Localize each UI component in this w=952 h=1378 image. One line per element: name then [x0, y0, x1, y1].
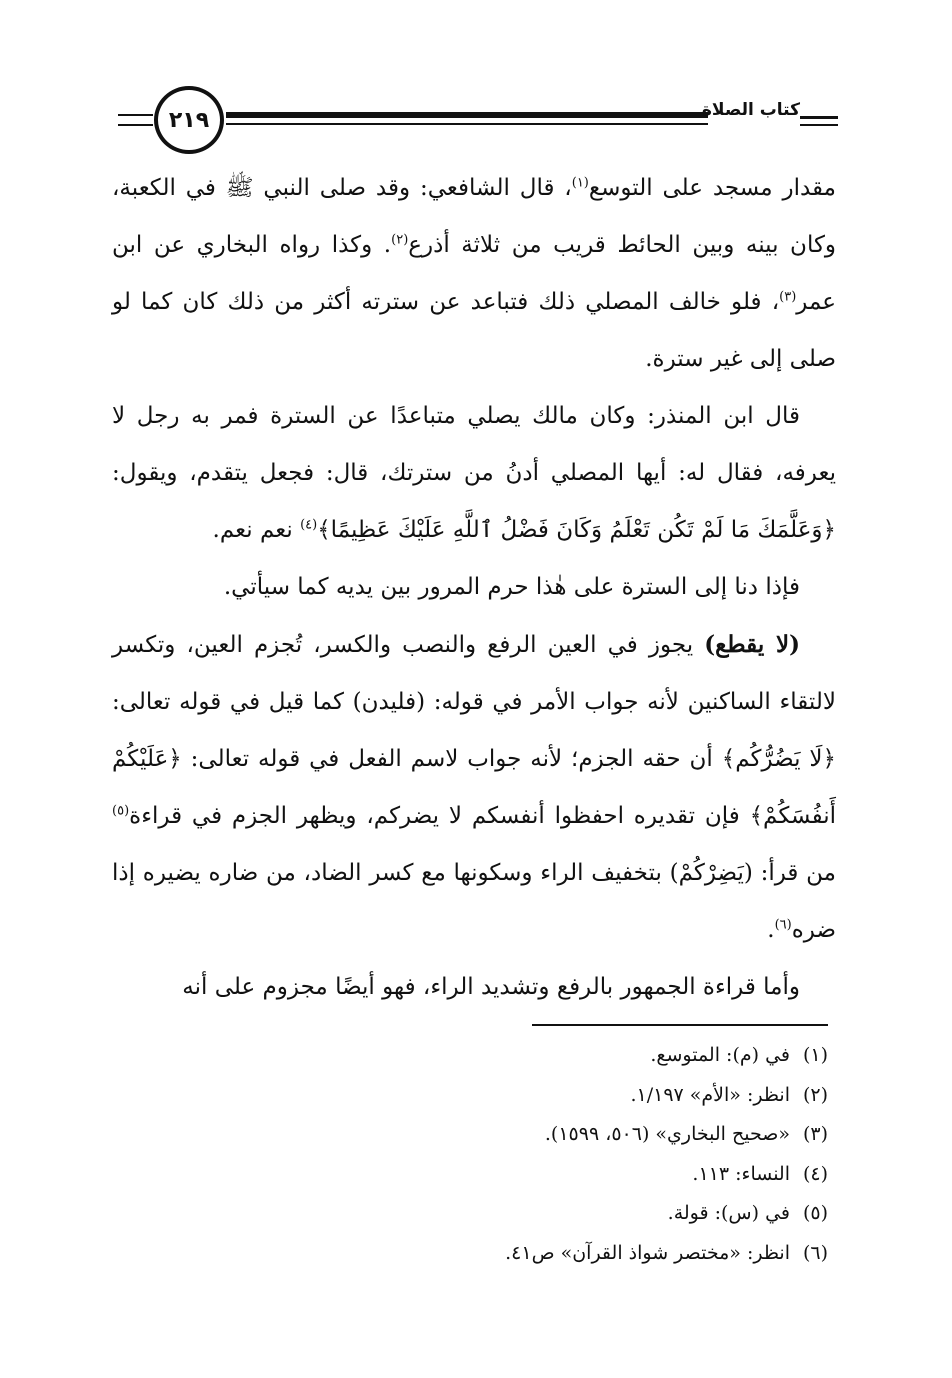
footnote-number: (٦) [802, 1241, 828, 1264]
footnote-ref: (٥) [112, 803, 130, 819]
text-run: يجوز في العين الرفع والنصب والكسر، تُجزم العين، وتكسر لالتقاء الساكنين لأنه جواب الأمر في قوله: (فليدن) كما قيل في قوله تعالى: [112, 632, 836, 715]
header-rule-thick [226, 112, 708, 118]
paragraph-3: فإذا دنا إلى السترة على هٰذا حرم المرور بين يديه كما سيأتي. [223, 574, 800, 600]
page-number-badge [154, 86, 224, 154]
footnotes-list [300, 1036, 828, 1273]
footnote-item [300, 1036, 828, 1076]
header-rule [800, 116, 838, 119]
footnote-number: (١) [802, 1044, 828, 1066]
footnote-separator [532, 1024, 828, 1026]
header-rule [800, 124, 838, 126]
paragraph-4 [112, 616, 836, 959]
footnote-ref: (١) [571, 175, 589, 191]
header-rule [118, 124, 153, 126]
quran-verse: ﴿عَلَيْكُمْ أَنفُسَكُمْ﴾ [112, 746, 836, 829]
footnote-item [300, 1155, 828, 1195]
main-text [112, 160, 836, 1016]
footnote-ref: (٢) [391, 232, 409, 248]
text-run: نعم نعم. [212, 517, 301, 543]
quran-verse: ﴿وَعَلَّمَكَ مَا لَمْ تَكُن تَعْلَمُ وَكَانَ فَضْلُ ٱللَّهِ عَلَيْكَ عَظِيمًا﴾ [317, 517, 836, 543]
footnote-text: انظر: «الأم» ١/١٩٧. [630, 1083, 790, 1106]
footnote-text: انظر: «مختصر شواذ القرآن» ص٤١. [505, 1241, 790, 1264]
page-number: ٢١٩ [168, 107, 210, 133]
paragraph-1 [112, 160, 836, 388]
paragraph-5: وأما قراءة الجمهور بالرفع وتشديد الراء، فهو أيضًا مجزوم على أنه [182, 974, 800, 1000]
chapter-title: كتاب الصلاة [701, 100, 800, 120]
text-run: فإن تقديره احفظوا أنفسكم لا يضركم، ويظهر الجزم في قراءة [129, 803, 750, 829]
header-rule-thin [226, 123, 708, 125]
text-run: من قرأ: (يَضِرْكُمْ) بتخفيف الراء وسكونها مع كسر الضاد، من ضاره يضيره إذا ضره [112, 860, 836, 943]
footnote-item [300, 1115, 828, 1155]
footnote-text: في (س): قولة. [667, 1202, 790, 1224]
footnote-text: النساء: ١١٣. [692, 1162, 790, 1185]
footnote-ref: (٦) [774, 917, 792, 933]
text-run: . وكذا رواه البخاري عن ابن عمر [112, 232, 836, 315]
quran-verse: ﴿لَا يَضُرُّكُم﴾ [721, 746, 836, 772]
bold-term: (لا يقطع) [704, 631, 800, 658]
footnote-item [300, 1076, 828, 1116]
footnote-text: «صحيح البخاري» (٥٠٦، ١٥٩٩). [544, 1123, 790, 1145]
footnote-item [300, 1194, 828, 1234]
footnote-item [300, 1234, 828, 1274]
paragraph-2 [112, 388, 836, 559]
text-run: ، فلو خالف المصلي ذلك فتباعد عن سترته أكثر من ذلك كان كما لو صلى إلى غير سترة. [112, 289, 836, 372]
footnote-ref: (٣) [779, 289, 797, 305]
text-run: مقدار مسجد على التوسع [588, 175, 836, 201]
footnote-ref: (٤) [300, 517, 318, 533]
text-run: قال ابن المنذر: وكان مالك يصلي متباعدًا عن السترة فمر به رجل لا يعرفه، فقال له: أيها المصلي أدنُ من سترتك، قال: فجعل يتقدم، ويقول: [112, 403, 836, 486]
text-run: . [767, 917, 775, 943]
footnote-text: في (م): المتوسع. [650, 1044, 790, 1066]
page-header [108, 86, 838, 166]
text-run: أن حقه الجزم؛ لأنه جواب لاسم الفعل في قوله تعالى: [181, 746, 722, 772]
footnote-number: (٤) [802, 1162, 828, 1185]
footnote-number: (٢) [802, 1083, 828, 1106]
header-rule [118, 114, 153, 116]
footnote-number: (٥) [802, 1202, 828, 1224]
footnote-number: (٣) [802, 1123, 828, 1145]
text-run: ، قال الشافعي: وقد صلى النبي ﷺ في الكعبة، وكان بينه وبين الحائط قريب من ثلاثة أذرع [112, 175, 837, 258]
